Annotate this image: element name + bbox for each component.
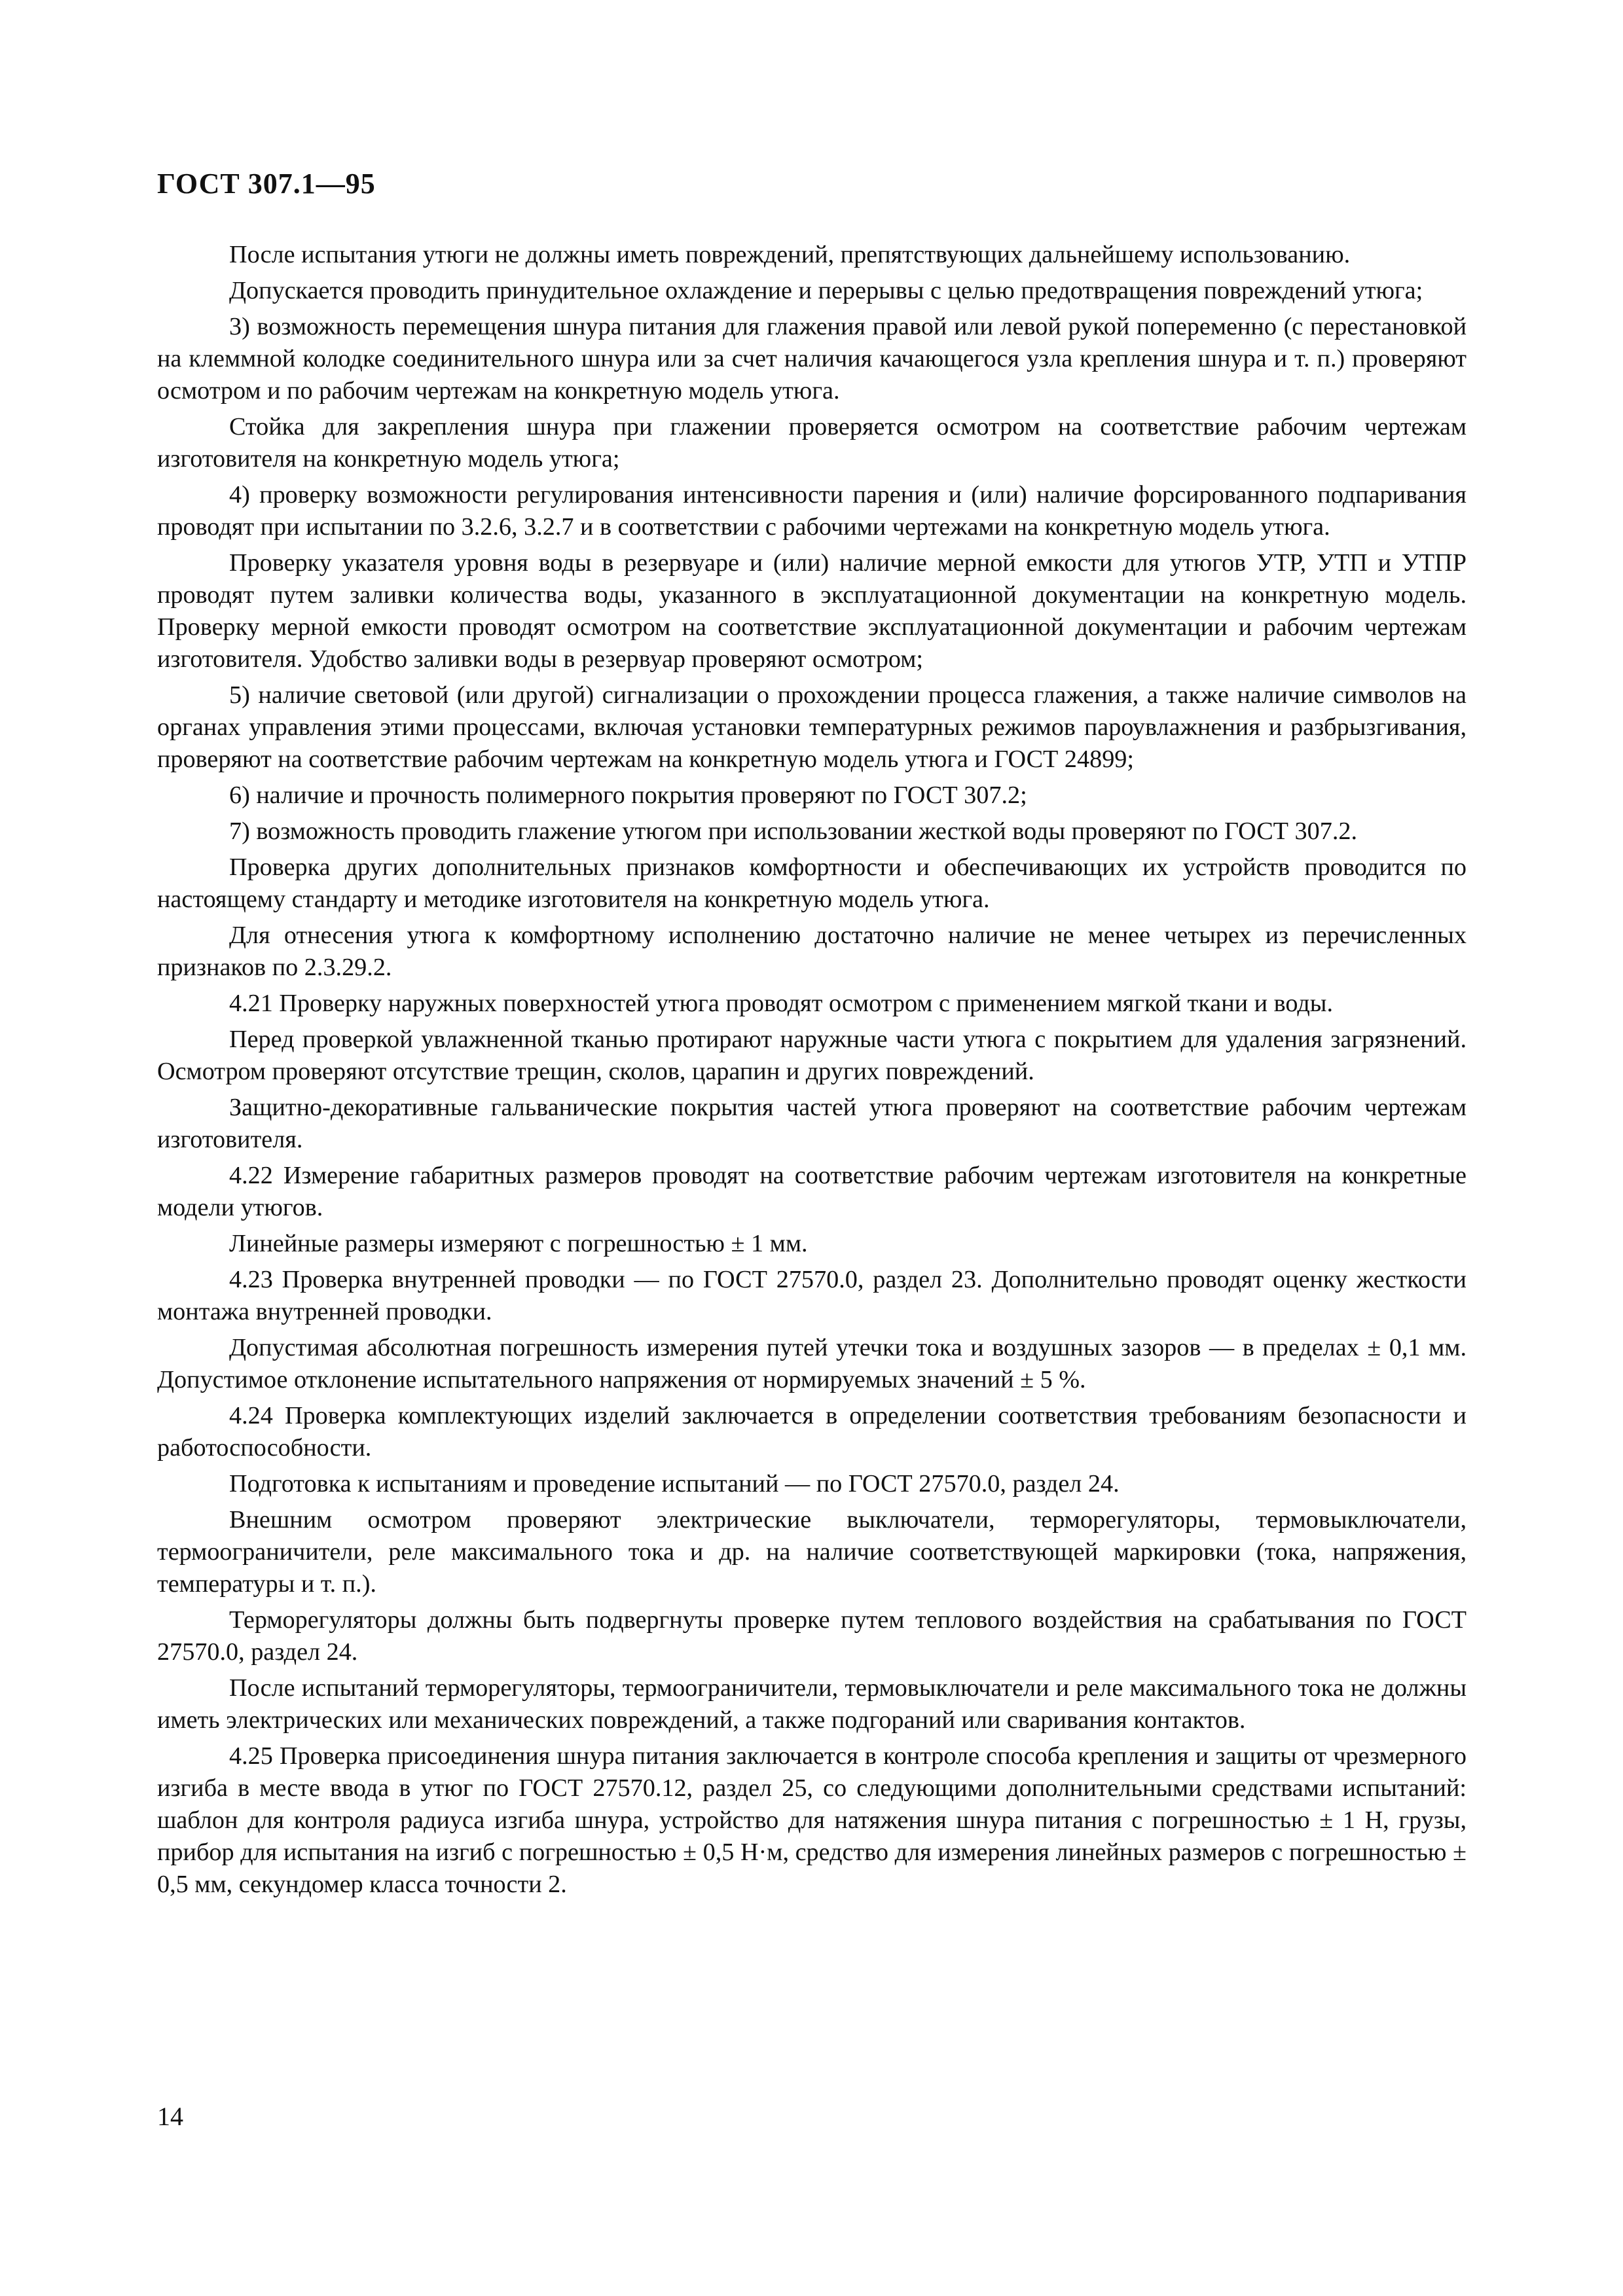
paragraph: Стойка для закрепления шнура при глажении проверяется осмотром на соответствие рабочим чертежам изготовителя на конкретную модель утюга;	[157, 413, 1467, 473]
paragraph: Проверка других дополнительных признаков комфортности и обеспечивающих их устройств проводится по настоящему стандарту и методике изготовителя на конкретную модель утюга.	[157, 853, 1467, 913]
paragraph: 4.22 Измерение габаритных размеров проводят на соответствие рабочим чертежам изготовителя на конкретные модели утюгов.	[157, 1162, 1467, 1221]
paragraph: Допустимая абсолютная погрешность измерения путей утечки тока и воздушных зазоров — в пределах ± 0,1 мм. Допустимое отклонение испытательного напряжения от нормируемых значений ± 5 %.	[157, 1334, 1467, 1393]
paragraph: 4) проверку возможности регулирования интенсивности парения и (или) наличие форсированного подпаривания проводят при испытании по 3.2.6, 3.2.7 и в соответствии с рабочими чертежами на конкретную модель утюга.	[157, 481, 1467, 541]
paragraph: Проверку указателя уровня воды в резервуаре и (или) наличие мерной емкости для утюгов УТР, УТП и УТПР проводят путем заливки количества воды, указанного в эксплуатационной документации на конкретную модель. Проверку мерной емкости проводят осмотром на соответствие эксплуатационной документации и рабочим чертежам изготовителя. Удобство заливки воды в резервуар проверяют осмотром;	[157, 549, 1467, 673]
paragraph: 5) наличие световой (или другой) сигнализации о прохождении процесса глажения, а также наличие символов на органах управления этими процессами, включая установки температурных режимов пароувлажнения и разбрызгивания, проверяют на соответствие рабочим чертежам на конкретную модель утюга и ГОСТ 24899;	[157, 681, 1467, 773]
paragraph: 6) наличие и прочность полимерного покрытия проверяют по ГОСТ 307.2;	[229, 781, 1027, 809]
paragraph: После испытания утюги не должны иметь повреждений, препятствующих дальнейшему использованию.	[229, 241, 1351, 268]
paragraph: Допускается проводить принудительное охлаждение и перерывы с целью предотвращения повреждений утюга;	[229, 277, 1423, 304]
document-body	[157, 239, 1467, 1905]
paragraph: Терморегуляторы должны быть подвергнуты проверке путем теплового воздействия на срабатывания по ГОСТ 27570.0, раздел 24.	[157, 1606, 1467, 1666]
paragraph: 7) возможность проводить глажение утюгом при использовании жесткой воды проверяют по ГОСТ 307.2.	[229, 817, 1358, 845]
paragraph: Защитно-декоративные гальванические покрытия частей утюга проверяют на соответствие рабочим чертежам изготовителя.	[157, 1094, 1467, 1153]
document-header: ГОСТ 307.1—95	[157, 168, 376, 200]
paragraph: Для отнесения утюга к комфортному исполнению достаточно наличие не менее четырех из перечисленных признаков по 2.3.29.2.	[157, 922, 1467, 981]
paragraph: 4.21 Проверку наружных поверхностей утюга проводят осмотром с применением мягкой ткани и воды.	[229, 990, 1334, 1017]
paragraph: Перед проверкой увлажненной тканью протирают наружные части утюга с покрытием для удаления загрязнений. Осмотром проверяют отсутствие трещин, сколов, царапин и других повреждений.	[157, 1026, 1467, 1085]
paragraph: Внешним осмотром проверяют электрические выключатели, терморегуляторы, термовыключатели, термоограничители, реле максимального тока и др. на наличие соответствующей маркировки (тока, напряжения, температуры и т. п.).	[157, 1506, 1467, 1598]
page-number: 14	[157, 2102, 183, 2131]
paragraph: 4.25 Проверка присоединения шнура питания заключается в контроле способа крепления и защиты от чрезмерного изгиба в месте ввода в утюг по ГОСТ 27570.12, раздел 25, со следующими дополнительными средствами испытаний: шаблон для контроля радиуса изгиба шнура, устройство для натяжения шнура питания с погрешностью ± 1 Н, грузы, прибор для испытания на изгиб с погрешностью ± 0,5 Н·м, средство для измерения линейных размеров с погрешностью ± 0,5 мм, секундомер класса точности 2.	[157, 1742, 1467, 1898]
paragraph: Подготовка к испытаниям и проведение испытаний — по ГОСТ 27570.0, раздел 24.	[229, 1470, 1120, 1498]
paragraph: 4.24 Проверка комплектующих изделий заключается в определении соответствия требованиям безопасности и работоспособности.	[157, 1402, 1467, 1462]
paragraph: 4.23 Проверка внутренней проводки — по ГОСТ 27570.0, раздел 23. Дополнительно проводят оценку жесткости монтажа внутренней проводки.	[157, 1266, 1467, 1325]
paragraph: 3) возможность перемещения шнура питания для глажения правой или левой рукой попеременно (с перестановкой на клеммной колодке соединительного шнура или за счет наличия качающегося узла крепления шнура и т. п.) проверяют осмотром и по рабочим чертежам на конкретную модель утюга.	[157, 313, 1467, 404]
paragraph: Линейные размеры измеряют с погрешностью ± 1 мм.	[229, 1230, 808, 1257]
paragraph: После испытаний терморегуляторы, термоограничители, термовыключатели и реле максимального тока не должны иметь электрических или механических повреждений, а также подгораний или сваривания контактов.	[157, 1674, 1467, 1734]
